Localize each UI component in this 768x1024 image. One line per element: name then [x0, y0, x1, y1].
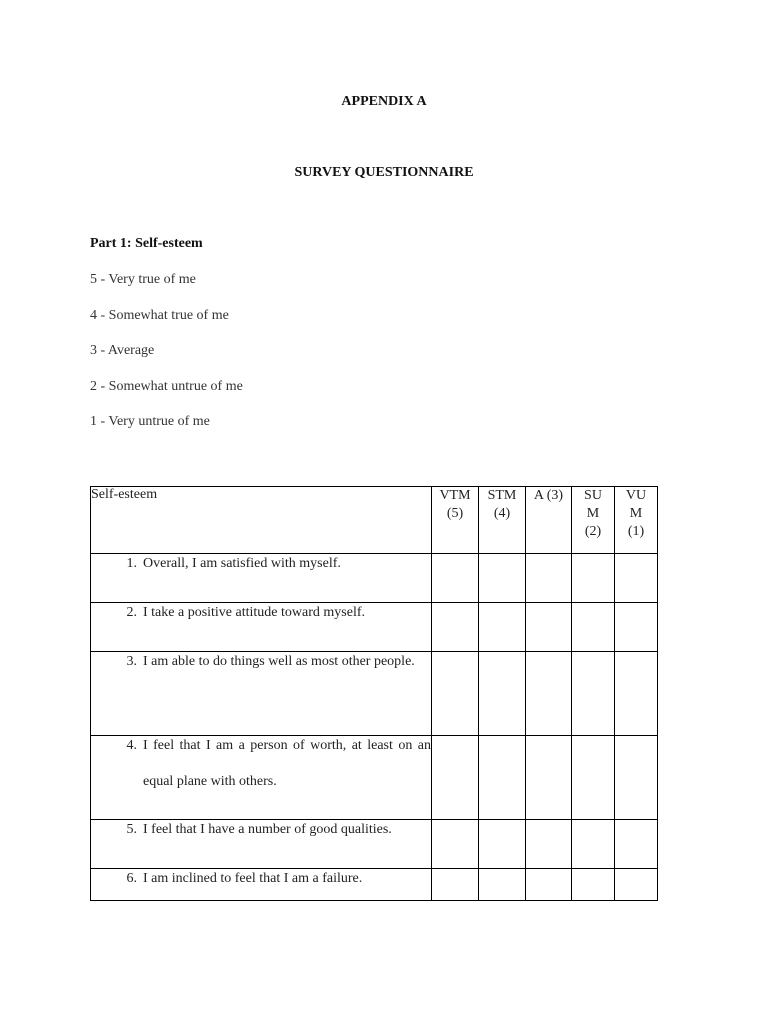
scale-item: 1 - Very untrue of me	[90, 414, 210, 430]
rating-cell-vtm[interactable]	[432, 820, 479, 869]
rating-cell-stm[interactable]	[479, 736, 526, 820]
question-text: I feel that I am a person of worth, at least on an equal plane with others.	[143, 738, 431, 789]
rating-cell-vtm[interactable]	[432, 603, 479, 652]
appendix-title: APPENDIX A	[341, 94, 427, 109]
rating-cell-sum[interactable]	[572, 603, 615, 652]
rating-cell-sum[interactable]	[572, 652, 615, 736]
rating-cell-vum[interactable]	[615, 603, 658, 652]
question-number: 5.	[126, 822, 137, 837]
header-vtm: VTM (5)	[432, 487, 479, 554]
rating-cell-stm[interactable]	[479, 652, 526, 736]
survey-title: SURVEY QUESTIONNAIRE	[294, 165, 474, 180]
rating-cell-vtm[interactable]	[432, 869, 479, 901]
rating-cell-vtm[interactable]	[432, 736, 479, 820]
table-row	[91, 736, 658, 820]
rating-cell-vtm[interactable]	[432, 652, 479, 736]
rating-cell-vum[interactable]	[615, 869, 658, 901]
table-header-row	[91, 487, 658, 554]
rating-cell-vum[interactable]	[615, 652, 658, 736]
rating-cell-vtm[interactable]	[432, 554, 479, 603]
question-cell	[91, 869, 432, 901]
rating-cell-stm[interactable]	[479, 554, 526, 603]
rating-cell-stm[interactable]	[479, 603, 526, 652]
rating-cell-stm[interactable]	[479, 869, 526, 901]
question-text: I am inclined to feel that I am a failure.	[143, 871, 363, 887]
table-row	[91, 869, 658, 901]
question-text: I feel that I have a number of good qualities.	[143, 822, 392, 838]
part-title: Part 1: Self-esteem	[90, 236, 203, 251]
question-cell	[91, 652, 432, 736]
rating-cell-a[interactable]	[526, 603, 572, 652]
header-stm: STM (4)	[479, 487, 526, 554]
question-number: 1.	[126, 556, 137, 571]
rating-scale-legend	[90, 270, 243, 448]
rating-cell-sum[interactable]	[572, 869, 615, 901]
header-a: A (3)	[526, 487, 572, 554]
rating-cell-sum[interactable]	[572, 820, 615, 869]
question-number: 2.	[126, 605, 137, 620]
question-number: 6.	[126, 871, 137, 886]
header-sum: SU M (2)	[572, 487, 615, 554]
rating-cell-a[interactable]	[526, 820, 572, 869]
rating-cell-vum[interactable]	[615, 820, 658, 869]
header-question: Self-esteem	[91, 487, 432, 554]
question-text: Overall, I am satisfied with myself.	[143, 556, 341, 572]
rating-cell-sum[interactable]	[572, 736, 615, 820]
header-vum: VU M (1)	[615, 487, 658, 554]
scale-item: 4 - Somewhat true of me	[90, 307, 229, 323]
rating-cell-a[interactable]	[526, 554, 572, 603]
scale-item: 2 - Somewhat untrue of me	[90, 378, 243, 394]
rating-cell-vum[interactable]	[615, 736, 658, 820]
table-row	[91, 652, 658, 736]
rating-cell-a[interactable]	[526, 736, 572, 820]
question-text: I am able to do things well as most other people.	[143, 654, 415, 670]
rating-cell-a[interactable]	[526, 869, 572, 901]
rating-cell-sum[interactable]	[572, 554, 615, 603]
rating-cell-vum[interactable]	[615, 554, 658, 603]
question-text: I take a positive attitude toward myself.	[143, 605, 365, 621]
scale-item: 5 - Very true of me	[90, 272, 196, 287]
self-esteem-table	[90, 486, 658, 901]
question-number: 4.	[126, 738, 137, 753]
rating-cell-a[interactable]	[526, 652, 572, 736]
rating-cell-stm[interactable]	[479, 820, 526, 869]
scale-item: 3 - Average	[90, 343, 155, 359]
question-cell	[91, 736, 432, 820]
question-number: 3.	[126, 654, 137, 669]
